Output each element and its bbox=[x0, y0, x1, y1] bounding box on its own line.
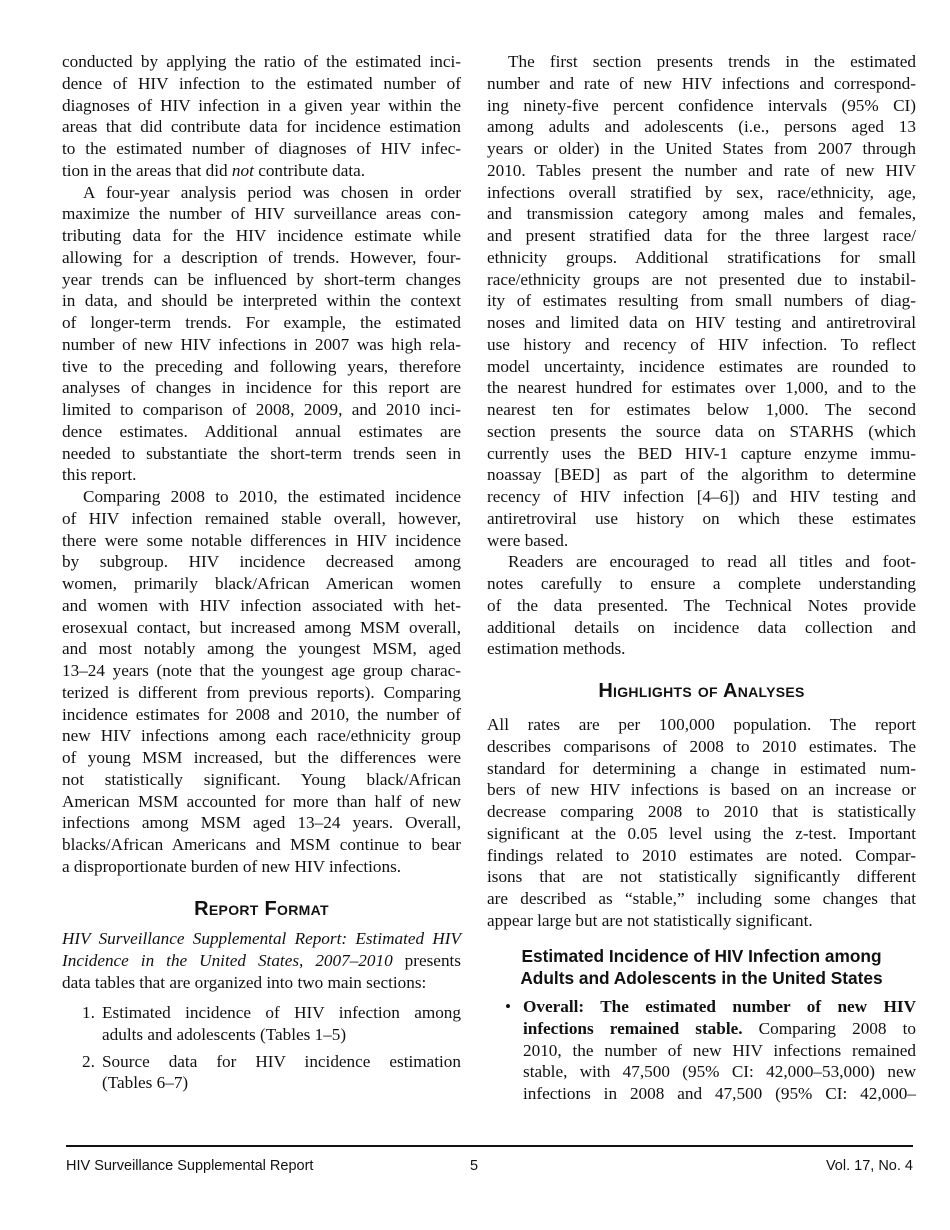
text-line: incidence estimates for 2008 and 2010, the number of bbox=[62, 704, 461, 724]
text-line: use history and recency of HIV infection. To reflect bbox=[487, 334, 916, 354]
text-line: additional details on incidence data collection and bbox=[487, 617, 916, 637]
text-line: 2010. Tables present the number and rate of new HIV bbox=[487, 160, 916, 180]
text-line: All rates are per 100,000 population. The report bbox=[487, 715, 916, 734]
text-line: tributing data for the HIV incidence estimate while bbox=[62, 226, 461, 245]
text-line: model uncertainty, incidence estimates are rounded to bbox=[487, 356, 916, 376]
bullet-icon: • bbox=[505, 997, 512, 1016]
subsection-heading bbox=[487, 946, 916, 989]
text-line: recency of HIV infection [4–6]) and HIV testing and bbox=[487, 487, 916, 506]
text-line: Source data for HIV incidence estimation bbox=[102, 1051, 461, 1071]
list-item bbox=[62, 1002, 461, 1046]
text-line: Readers are encouraged to read all titles and foot- bbox=[508, 552, 916, 572]
list-number: 2. bbox=[82, 1051, 95, 1071]
text-line: standard for determining a change in estimated num- bbox=[487, 758, 916, 778]
text-line bbox=[523, 1018, 916, 1040]
text-line: findings related to 2010 estimates are noted. Compar- bbox=[487, 845, 916, 865]
text-line: among adults and adolescents (i.e., persons aged 13 bbox=[487, 117, 916, 137]
text-line: race/ethnicity groups are not presented due to instabil- bbox=[487, 269, 916, 289]
text-line: infections in 2008 and 47,500 (95% CI: 42,000– bbox=[523, 1084, 916, 1103]
report-format-body bbox=[62, 928, 461, 993]
text-line: there were some notable differences in HIV incidence bbox=[62, 530, 461, 550]
text-line: allowing for a description of trends. However, four- bbox=[62, 247, 461, 267]
text-line bbox=[62, 950, 461, 972]
italic-text: HIV Surveillance Supplemental Report: Estimated HIV bbox=[62, 929, 461, 948]
text-line: women, primarily black/African American women bbox=[62, 574, 461, 593]
text-line: adults and adolescents (Tables 1–5) bbox=[102, 1024, 347, 1044]
paragraph bbox=[62, 486, 461, 878]
text-line: erosexual contact, but increased among MSM overall, bbox=[62, 617, 461, 637]
text-line: year trends can be influenced by short-term changes bbox=[62, 269, 461, 289]
text-line: conducted by applying the ratio of the estimated inci- bbox=[62, 52, 461, 71]
highlights-body bbox=[487, 714, 916, 932]
bold-text: Overall: The estimated number of new HIV bbox=[523, 997, 916, 1016]
text-line: ethnicity groups. Additional stratifications for small bbox=[487, 247, 916, 267]
text-line: notes carefully to ensure a complete understanding bbox=[487, 574, 916, 593]
text-line: number and rate of new HIV infections and correspond- bbox=[487, 73, 916, 93]
text-line: antiretroviral use history on which these estimates bbox=[487, 508, 916, 528]
text-segment: tion in the areas that did bbox=[62, 160, 232, 180]
text-line: are described as “stable,” including some changes that bbox=[487, 889, 916, 908]
text-line: diagnoses of HIV infection in a given year within the bbox=[62, 95, 461, 115]
subsection-heading-line: Adults and Adolescents in the United States bbox=[520, 967, 883, 988]
subsection-heading-line: Estimated Incidence of HIV Infection among bbox=[521, 946, 882, 966]
bullet-item bbox=[487, 996, 916, 1105]
text-line: and most notably among the youngest MSM, aged bbox=[62, 639, 461, 659]
text-line: infections overall stratified by sex, race/ethnicity, age, bbox=[487, 182, 916, 202]
text-line: new HIV infections among each race/ethnicity group bbox=[62, 726, 461, 746]
text-line: The first section presents trends in the estimated bbox=[508, 52, 916, 71]
paragraph bbox=[62, 928, 461, 993]
left-column bbox=[62, 51, 461, 878]
text-line: 13–24 years (note that the youngest age group charac- bbox=[62, 661, 461, 680]
text-line: analyses of changes in incidence for this report are bbox=[62, 378, 461, 398]
text-line: data tables that are organized into two main sections: bbox=[62, 972, 427, 992]
paragraph bbox=[487, 714, 916, 932]
paragraph bbox=[487, 551, 916, 660]
footer-page-number: 5 bbox=[470, 1158, 479, 1174]
paragraph bbox=[487, 51, 916, 551]
text-line: limited to comparison of 2008, 2009, and 2010 inci- bbox=[62, 400, 461, 419]
section-heading-report-format: Report Format bbox=[194, 898, 329, 920]
text-line: tive to the preceding and following years, therefore bbox=[62, 356, 461, 376]
text-line: to the estimated number of diagnoses of HIV infec- bbox=[62, 139, 461, 158]
list-item bbox=[62, 1051, 461, 1095]
footer-report-title: HIV Surveillance Supplemental Report bbox=[66, 1158, 314, 1174]
text-line: of young MSM increased, but the differences were bbox=[62, 748, 461, 767]
text-line: isons that are not statistically significantly different bbox=[487, 867, 916, 887]
text-line: of HIV infection remained stable overall, however, bbox=[62, 508, 461, 528]
text-line: describes comparisons of 2008 to 2010 estimates. The bbox=[487, 736, 916, 756]
text-line: a disproportionate burden of new HIV infections. bbox=[62, 856, 402, 876]
text-line: in data, and should be interpreted within the context bbox=[62, 291, 461, 311]
text-line: currently uses the BED HIV-1 capture enzyme immu- bbox=[487, 443, 916, 463]
text-line: A four-year analysis period was chosen in order bbox=[83, 182, 461, 202]
text-line: stable, with 47,500 (95% CI: 42,000–53,000) new bbox=[523, 1062, 916, 1082]
italic-text: not bbox=[231, 160, 254, 180]
bold-text: infections remained stable. bbox=[523, 1018, 743, 1038]
text-segment: contribute data. bbox=[253, 160, 366, 180]
text-line: section presents the source data on STARHS (which bbox=[487, 421, 916, 441]
text-line: number of new HIV infections in 2007 was high rela- bbox=[62, 334, 461, 354]
text-line: blacks/African Americans and MSM continue to bear bbox=[62, 835, 461, 854]
bullet-text bbox=[523, 996, 916, 1105]
italic-text: Incidence in the United States, 2007–2010 bbox=[62, 950, 393, 970]
text-line: areas that did contribute data for incidence estimation bbox=[62, 117, 461, 137]
text-line: and women with HIV infection associated with het- bbox=[62, 595, 461, 615]
list-item-text bbox=[102, 1002, 461, 1046]
list-item-text bbox=[102, 1051, 461, 1095]
text-line: bers of new HIV infections is based on an increase or bbox=[487, 780, 916, 800]
text-line: decrease comparing 2008 to 2010 that is statistically bbox=[487, 802, 916, 821]
text-line: (Tables 6–7) bbox=[102, 1073, 189, 1093]
text-line: infections among MSM aged 13–24 years. Overall, bbox=[62, 813, 461, 833]
text-line: 2010, the number of new HIV infections remained bbox=[523, 1040, 916, 1060]
text-line: estimation methods. bbox=[487, 639, 626, 659]
text-line: Estimated incidence of HIV infection among bbox=[102, 1003, 461, 1022]
section-heading-highlights: Highlights of Analyses bbox=[598, 680, 805, 702]
text-line: needed to substantiate the short-term trends seen in bbox=[62, 443, 461, 463]
text-line: ing ninety-five percent confidence intervals (95% CI) bbox=[487, 95, 916, 115]
right-column bbox=[487, 51, 916, 660]
text-line: noassay [BED] as part of the algorithm to determine bbox=[487, 465, 916, 485]
text-line: significant at the 0.05 level using the z-test. Important bbox=[487, 823, 916, 843]
list-number: 1. bbox=[82, 1003, 95, 1022]
text-line: American MSM accounted for more than half of new bbox=[62, 791, 461, 811]
bullet-list bbox=[487, 996, 916, 1105]
text-line: the nearest hundred for estimates over 1,000, and to the bbox=[487, 378, 916, 398]
text-line: noses and limited data on HIV testing and antiretroviral bbox=[487, 313, 916, 332]
text-line: dence estimates. Additional annual estimates are bbox=[62, 421, 461, 441]
text-line: this report. bbox=[62, 465, 137, 485]
text-line: ity of estimates resulting from small numbers of diag- bbox=[487, 291, 916, 311]
text-line bbox=[62, 928, 461, 950]
text-line: appear large but are not statistically significant. bbox=[487, 910, 813, 930]
text-segment: presents bbox=[392, 950, 461, 970]
numbered-list bbox=[62, 1002, 461, 1094]
text-segment: Comparing 2008 to bbox=[742, 1018, 916, 1038]
text-line: terized is different from previous reports). Comparing bbox=[62, 682, 461, 702]
text-line: nearest ten for estimates below 1,000. The second bbox=[487, 400, 916, 419]
text-line: years or older) in the United States from 2007 through bbox=[487, 139, 916, 158]
text-line: dence of HIV infection to the estimated number of bbox=[62, 73, 461, 93]
text-line: and transmission category among males and females, bbox=[487, 204, 916, 224]
paragraph bbox=[62, 182, 461, 487]
paragraph bbox=[62, 51, 461, 182]
text-line: of the data presented. The Technical Notes provide bbox=[487, 595, 916, 615]
text-line: and present stratified data for the three largest race/ bbox=[487, 226, 916, 245]
text-line bbox=[523, 996, 916, 1018]
text-line: not statistically significant. Young black/African bbox=[62, 769, 461, 789]
text-line bbox=[62, 160, 461, 182]
footer-volume: Vol. 17, No. 4 bbox=[825, 1158, 913, 1174]
text-line: maximize the number of HIV surveillance areas con- bbox=[62, 204, 461, 224]
text-line: of longer-term trends. For example, the estimated bbox=[62, 313, 461, 332]
text-line: by subgroup. HIV incidence decreased among bbox=[62, 552, 461, 572]
text-line: were based. bbox=[487, 530, 569, 550]
footer-divider bbox=[66, 1145, 913, 1147]
text-line: Comparing 2008 to 2010, the estimated incidence bbox=[83, 487, 461, 506]
